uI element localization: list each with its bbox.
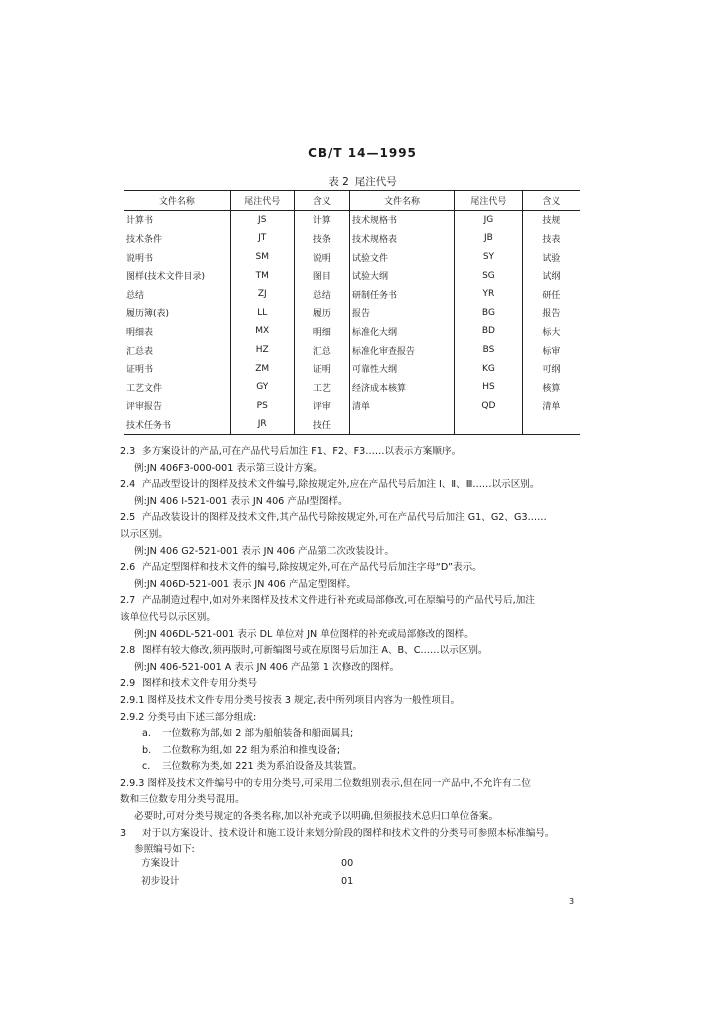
example-2-4: 例:JN 406 Ⅰ-521-001 表示 JN 406 产品Ⅰ型图样。 [134, 495, 348, 507]
cell: 明细表 [126, 327, 154, 338]
clause-text: 产品定型图样和技术文件的编号,除按规定外,可在产品代号后加注字母“D”表示。 [142, 562, 482, 574]
cell: BS [455, 341, 523, 360]
clause-text: 分类号由下述三部分组成: [147, 711, 257, 723]
reference-list [141, 855, 353, 891]
cell: 工艺 [294, 378, 349, 397]
cell: ZJ [230, 285, 294, 304]
reference-name: 方案设计 [141, 858, 180, 869]
clause-number: 2.9.3 [120, 777, 145, 789]
cell: GY [230, 378, 294, 397]
cell: JG [455, 210, 523, 229]
list-marker: a. [142, 728, 151, 740]
cell: 研任 [522, 285, 580, 304]
cell: 试验文件 [350, 248, 455, 267]
clause-text: 产品改装设计的图样及技术文件,其产品代号除按规定外,可在产品代号后加注 G1、G2、G3…… [142, 512, 547, 524]
standard-number: CB/T 14—1995 [308, 146, 417, 160]
cell: 试验 [522, 248, 580, 267]
table-row [124, 341, 580, 360]
cell: 技术规格表 [350, 229, 455, 248]
cell: SG [455, 266, 523, 285]
header-file-name-2: 文件名称 [350, 191, 455, 211]
table-row [124, 210, 580, 229]
cell: 计算 [294, 210, 349, 229]
cell: PS [230, 397, 294, 416]
table-row [124, 322, 580, 341]
table-row [124, 359, 580, 378]
cell: 证明书 [126, 365, 154, 376]
cell: HS [455, 378, 523, 397]
clause-number: 2.9.1 [120, 694, 145, 706]
page-number: 3 [569, 897, 575, 906]
clause-number: 2.9.2 [120, 711, 145, 723]
cell: JS [230, 210, 294, 229]
clause-text: 产品改型设计的图样及技术文件编号,除按规定外,应在产品代号后加注 Ⅰ、Ⅱ、Ⅲ……以示区别。 [142, 479, 540, 491]
cell: 履历 [294, 304, 349, 323]
cell: 报告 [522, 304, 580, 323]
cell: 技术任务书 [126, 420, 172, 431]
clause-2-4 [120, 477, 598, 494]
cell: 总结 [126, 290, 145, 301]
header-meaning-2: 含义 [522, 191, 580, 211]
clause-2-3 [120, 444, 598, 461]
cell: BG [455, 304, 523, 323]
cell: 图目 [294, 266, 349, 285]
cell: 说明书 [126, 253, 154, 264]
clause-2-8 [120, 643, 598, 660]
clause-text: 图样有较大修改,须再版时,可新编图号或在原图号后加注 A、B、C……以示区别。 [142, 645, 488, 657]
clause-text: 图样及技术文件编号中的专用分类号,可采用二位数组别表示,但在同一产品中,不允许有二位 [147, 777, 531, 789]
clause-text: 多方案设计的产品,可在产品代号后加注 F1、F2、F3……以表示方案顺序。 [142, 446, 462, 457]
cell: 标准化审查报告 [350, 341, 455, 360]
table-caption-title: 尾注代号 [354, 176, 397, 188]
cell [522, 415, 580, 434]
header-suffix-code: 尾注代号 [230, 191, 294, 211]
list-item [120, 759, 598, 776]
cell: TM [230, 266, 294, 285]
list-marker: c. [142, 761, 151, 773]
cell [455, 415, 523, 434]
clause-text: 图样和技术文件专用分类号 [142, 678, 258, 690]
clause-number: 2.3 [120, 446, 136, 457]
reference-name: 初步设计 [141, 876, 180, 887]
clause-text: 图样及技术文件专用分类号按表 3 规定,表中所列项目内容为一般性项目。 [147, 694, 461, 706]
clause-2-7-continuation: 该单位代号以示区别。 [120, 611, 216, 623]
cell: 履历簿(表) [126, 309, 170, 320]
clause-number: 2.8 [120, 645, 136, 657]
table-row [124, 304, 580, 323]
cell: 评审 [294, 397, 349, 416]
example-2-8: 例:JN 406-521-001 A 表示 JN 406 产品第 1 次修改的图样。 [134, 661, 400, 673]
list-item [120, 743, 598, 760]
clause-number: 3 [120, 827, 127, 839]
clause-2-5-continuation: 以示区别。 [120, 528, 168, 540]
cell: 技条 [294, 229, 349, 248]
clause-number: 2.9 [120, 678, 136, 690]
cell: LL [230, 304, 294, 323]
example-2-5: 例:JN 406 G2-521-001 表示 JN 406 产品第二次改装设计。 [134, 545, 394, 557]
cell: 汇总 [294, 341, 349, 360]
cell: 说明 [294, 248, 349, 267]
table-row [124, 285, 580, 304]
clause-2-9-3 [120, 776, 598, 793]
cell: 标审 [522, 341, 580, 360]
cell: 技规 [522, 210, 580, 229]
table-row [124, 415, 580, 434]
cell: 技任 [294, 415, 349, 434]
clause-3 [120, 826, 598, 843]
cell: JT [230, 229, 294, 248]
clause-2-7 [120, 593, 598, 610]
list-text: 三位数称为类,如 221 类为系泊设备及其装置。 [162, 761, 363, 773]
cell: 经济成本核算 [350, 378, 455, 397]
cell: 总结 [294, 285, 349, 304]
example-2-3: 例:JN 406F3-000-001 表示第三设计方案。 [134, 462, 323, 474]
reference-row [141, 855, 353, 873]
cell: 标大 [522, 322, 580, 341]
list-item [120, 726, 598, 743]
table-caption-number: 表 2 [328, 176, 349, 188]
cell: QD [455, 397, 523, 416]
clause-number: 2.5 [120, 512, 136, 524]
clause-number: 2.7 [120, 595, 136, 607]
cell: 汇总表 [126, 346, 154, 357]
cell: 评审报告 [126, 402, 163, 413]
cell: HZ [230, 341, 294, 360]
cell: YR [455, 285, 523, 304]
table-caption [0, 174, 725, 189]
example-2-6: 例:JN 406D-521-001 表示 JN 406 产品定型图样。 [134, 578, 356, 590]
clause-2-6 [120, 560, 598, 577]
header-suffix-code-2: 尾注代号 [455, 191, 523, 211]
cell: 可靠性大纲 [350, 359, 455, 378]
table-row [124, 266, 580, 285]
table-header-row [124, 191, 580, 211]
table-row [124, 229, 580, 248]
table-row [124, 397, 580, 416]
cell: 报告 [350, 304, 455, 323]
cell: 计算书 [126, 216, 154, 227]
clause-number: 2.6 [120, 562, 136, 574]
cell: 核算 [522, 378, 580, 397]
header-meaning: 含义 [294, 191, 349, 211]
cell: 研制任务书 [350, 285, 455, 304]
cell: 技术条件 [126, 234, 163, 245]
list-marker: b. [142, 744, 152, 756]
cell: BD [455, 322, 523, 341]
cell: 图样(技术文件目录) [126, 272, 206, 283]
table-row [124, 378, 580, 397]
clause-text: 对于以方案设计、技术设计和施工设计来划分阶段的图样和技术文件的分类号可参照本标准编号。 [142, 827, 555, 839]
table-row [124, 248, 580, 267]
suffix-code-table [124, 190, 580, 435]
cell: SM [230, 248, 294, 267]
cell: JB [455, 229, 523, 248]
cell: 试纲 [522, 266, 580, 285]
cell: 技术规格书 [350, 210, 455, 229]
reference-code: 01 [341, 876, 354, 887]
clause-2-9-2 [120, 710, 598, 727]
cell: 试验大纲 [350, 266, 455, 285]
example-2-7: 例:JN 406DL-521-001 表示 DL 单位对 JN 单位图样的补充或局部修改的图样。 [134, 628, 474, 640]
cell: JR [230, 415, 294, 434]
clause-2-5 [120, 510, 598, 527]
clause-2-9-3-continuation: 数和三位数专用分类号混用。 [120, 794, 245, 806]
cell: 标准化大纲 [350, 322, 455, 341]
reference-intro: 参照编号如下: [134, 844, 195, 856]
body-text [120, 444, 598, 859]
cell: 证明 [294, 359, 349, 378]
clause-2-9-3-note: 必要时,可对分类号规定的各类名称,加以补充或予以明确,但须报技术总归口单位备案。 [134, 811, 499, 823]
cell: 可纲 [522, 359, 580, 378]
cell [350, 415, 455, 434]
reference-code: 00 [341, 858, 354, 869]
cell: MX [230, 322, 294, 341]
cell: 技表 [522, 229, 580, 248]
cell: ZM [230, 359, 294, 378]
header-file-name: 文件名称 [158, 196, 195, 207]
list-text: 一位数称为部,如 2 部为船舶装备和船面属具; [162, 728, 354, 740]
cell: 工艺文件 [126, 383, 163, 394]
clause-2-9-1 [120, 693, 598, 710]
clause-2-9 [120, 676, 598, 693]
cell: 清单 [350, 397, 455, 416]
list-text: 二位数称为组,如 22 组为系泊和推曳设备; [162, 744, 341, 756]
reference-row [141, 873, 353, 891]
cell: 清单 [522, 397, 580, 416]
clause-text: 产品制造过程中,如对外来图样及技术文件进行补充或局部修改,可在原编号的产品代号后,加注 [142, 595, 535, 607]
clause-number: 2.4 [120, 479, 136, 491]
cell: 明细 [294, 322, 349, 341]
cell: KG [455, 359, 523, 378]
cell: SY [455, 248, 523, 267]
